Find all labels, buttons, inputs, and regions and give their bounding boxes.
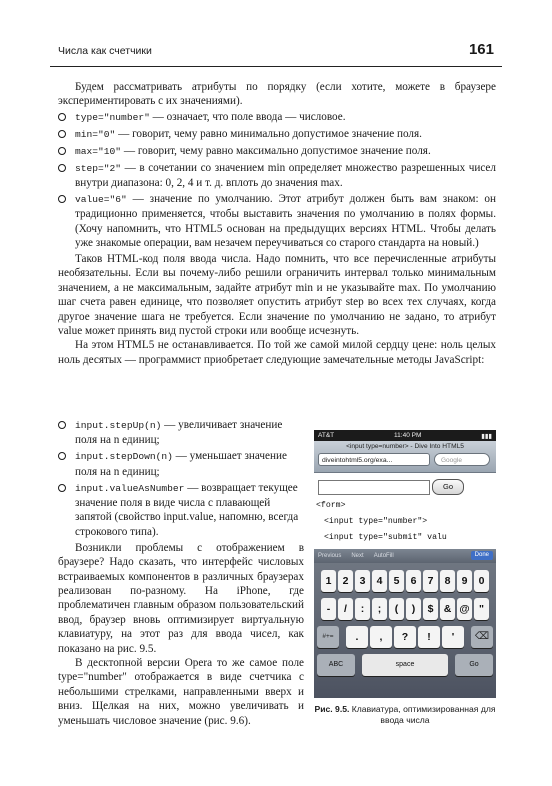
autofill-button[interactable]: AutoFill bbox=[373, 553, 394, 559]
key[interactable]: 0 bbox=[474, 570, 489, 592]
keyboard-row-symbols bbox=[314, 598, 496, 620]
bullet-icon bbox=[58, 484, 66, 492]
source-line: <input type="submit" valu bbox=[324, 533, 447, 542]
done-button[interactable]: Done bbox=[471, 551, 493, 560]
intro-paragraph: Будем рассматривать атрибуты по порядку (если хотите, можете в браузере экспериментировать с их значениями). bbox=[58, 81, 496, 108]
attribute-code: type="number" bbox=[75, 111, 150, 123]
webpage-area bbox=[314, 473, 496, 549]
number-input[interactable] bbox=[318, 480, 430, 495]
page-header bbox=[50, 42, 502, 64]
key[interactable]: ; bbox=[372, 598, 387, 620]
main-text bbox=[58, 80, 496, 367]
list-item bbox=[58, 144, 496, 159]
attribute-code: min="0" bbox=[75, 128, 116, 140]
key[interactable]: $ bbox=[423, 598, 438, 620]
caption-label: Рис. 9.5. bbox=[314, 704, 350, 714]
more-symbols-key[interactable]: #+= bbox=[317, 626, 339, 648]
list-item bbox=[58, 127, 496, 142]
method-text: — возвращает текущее значение поля в виде числа с плавающей запятой (свойство input.value, напомню, всегда строкового типа). bbox=[75, 481, 299, 538]
key[interactable]: ! bbox=[418, 626, 440, 648]
key[interactable]: ? bbox=[394, 626, 416, 648]
key[interactable]: . bbox=[346, 626, 368, 648]
bullet-icon bbox=[58, 164, 66, 172]
method-code: input.valueAsNumber bbox=[75, 482, 185, 494]
attribute-text: — говорит, чему равно минимально допустимое значение поля. bbox=[115, 127, 422, 140]
bullet-icon bbox=[58, 195, 66, 203]
go-button[interactable]: Go bbox=[432, 479, 464, 495]
method-text: — увеличивает значение поля на n единиц; bbox=[75, 419, 283, 447]
key[interactable]: 2 bbox=[338, 570, 353, 592]
key[interactable]: " bbox=[474, 598, 489, 620]
go-key[interactable]: Go bbox=[455, 654, 493, 676]
list-item bbox=[58, 192, 496, 251]
problems-paragraph: Возникли проблемы с отображением в браузере? Надо сказать, что интерфейс числовых встраиваемых компонентов в различных браузерах реализован по-разному. На iPhone, где проблематичен главным образом пользовательский ввод, браузер вновь оптимизирует виртуальную клавиатуру, на этот раз для ввода чисел, как показано на рис. 9.5. bbox=[58, 541, 304, 655]
narrow-column bbox=[58, 417, 304, 728]
header-rule bbox=[50, 66, 502, 67]
method-code: input.stepUp(n) bbox=[75, 420, 162, 431]
keyboard-row-digits bbox=[314, 570, 496, 592]
source-line: <input type="number"> bbox=[324, 517, 428, 526]
key[interactable]: : bbox=[355, 598, 370, 620]
clock-label: 11:40 PM bbox=[394, 432, 422, 439]
key[interactable]: 9 bbox=[457, 570, 472, 592]
method-text: — уменьшает значение поля на n единиц; bbox=[75, 450, 287, 478]
caption-text: Клавиатура, оптимизированная для ввода числа bbox=[351, 704, 496, 725]
attribute-text: — в сочетании со значением min определяет множество разрешенных чисел внутри диапазона: 0, 2, 4 и т. д. вплоть до значения max. bbox=[75, 161, 496, 189]
bullet-icon bbox=[58, 113, 66, 121]
list-item bbox=[58, 161, 496, 191]
key[interactable]: ( bbox=[389, 598, 404, 620]
key[interactable]: 6 bbox=[406, 570, 421, 592]
methods-paragraph: На этом HTML5 не останавливается. По той же самой милой сердцу цене: ноль целых ноль десятых — программист приобретает следующие замечательные методы JavaScript: bbox=[58, 339, 496, 366]
attribute-text: — означает, что поле ввода — числовое. bbox=[149, 110, 346, 123]
key[interactable]: ) bbox=[406, 598, 421, 620]
page-title: <input type=number> - Dive Into HTML5 bbox=[346, 443, 464, 450]
safari-titlebar bbox=[314, 441, 496, 473]
list-item bbox=[58, 110, 496, 125]
figure-9-5 bbox=[314, 430, 496, 725]
list-item bbox=[58, 449, 304, 479]
previous-button[interactable]: Previous bbox=[318, 553, 342, 559]
keyboard-row-punct bbox=[314, 626, 496, 648]
attribute-text: — говорит, чему равно максимально допустимое значение поля. bbox=[121, 144, 431, 157]
carrier-label: AT&T bbox=[318, 432, 335, 439]
attribute-code: max="10" bbox=[75, 145, 122, 157]
next-button[interactable]: Next bbox=[351, 553, 364, 559]
list-item bbox=[58, 481, 304, 540]
key[interactable]: ' bbox=[442, 626, 464, 648]
key[interactable]: 4 bbox=[372, 570, 387, 592]
bullet-icon bbox=[58, 147, 66, 155]
key[interactable]: - bbox=[321, 598, 336, 620]
key[interactable]: @ bbox=[457, 598, 472, 620]
method-code: input.stepDown(n) bbox=[75, 451, 173, 463]
iphone-screenshot bbox=[314, 430, 496, 698]
url-field[interactable]: diveintohtml5.org/exa... bbox=[318, 453, 430, 466]
bullet-icon bbox=[58, 421, 66, 429]
backspace-icon[interactable]: ⌫ bbox=[471, 626, 493, 648]
key[interactable]: / bbox=[338, 598, 353, 620]
key[interactable]: , bbox=[370, 626, 392, 648]
form-assistant-bar bbox=[314, 549, 496, 563]
status-bar bbox=[314, 430, 496, 441]
html-paragraph: Таков HTML-код поля ввода числа. Надо помнить, что все перечисленные атрибуты необязательны. Если вы почему-либо решили ограничить интервал только минимальным значением, а не максимальным, задайте атрибут min и не указывайте max. По умолчанию шаг счета равен единице, что позволяет опустить атрибут step во всех тех случаях, когда другое значение шага не требуется. Если значение по умолчанию не задано, то атрибут value может принять вид пустой строки или вообще исчезнуть. bbox=[58, 252, 496, 337]
bullet-icon bbox=[58, 130, 66, 138]
numeric-keyboard bbox=[314, 563, 496, 698]
attribute-text: — значение по умолчанию. Этот атрибут должен быть вам знаком: он традиционно применяется, чтобы выставить значения по умолчанию в полях формы. (Хочу напомнить, что HTML5 основан на предыдущих версиях HTML. Чтобы делать уже знакомые операции, вам незачем переучиваться со старого стандарта на новый.) bbox=[75, 192, 496, 250]
battery-icon: ▮▮▮ bbox=[481, 432, 492, 440]
page-number: 161 bbox=[468, 41, 494, 58]
attribute-code: step="2" bbox=[75, 162, 122, 174]
key[interactable]: & bbox=[440, 598, 455, 620]
key[interactable]: 5 bbox=[389, 570, 404, 592]
methods-list bbox=[58, 418, 304, 539]
figure-caption bbox=[314, 704, 496, 725]
key[interactable]: 1 bbox=[321, 570, 336, 592]
attribute-code: value="6" bbox=[75, 193, 127, 205]
key[interactable]: 3 bbox=[355, 570, 370, 592]
source-line: <form> bbox=[316, 501, 346, 510]
key[interactable]: 7 bbox=[423, 570, 438, 592]
abc-key[interactable]: ABC bbox=[317, 654, 355, 676]
list-item bbox=[58, 418, 304, 448]
keyboard-row-bottom bbox=[314, 654, 496, 676]
search-field[interactable]: Google bbox=[434, 453, 490, 466]
attribute-list bbox=[58, 110, 496, 251]
bullet-icon bbox=[58, 452, 66, 460]
opera-paragraph: В десктопной версии Opera то же самое поле type="number" отображается в виде счетчика с небольшими стрелками, направленными вверх и вниз. Щелкая на них, можно увеличивать и уменьшать числовое значение (рис. 9.6). bbox=[58, 657, 304, 727]
space-key[interactable]: space bbox=[362, 654, 448, 676]
key[interactable]: 8 bbox=[440, 570, 455, 592]
running-head: Числа как счетчики bbox=[58, 45, 152, 57]
